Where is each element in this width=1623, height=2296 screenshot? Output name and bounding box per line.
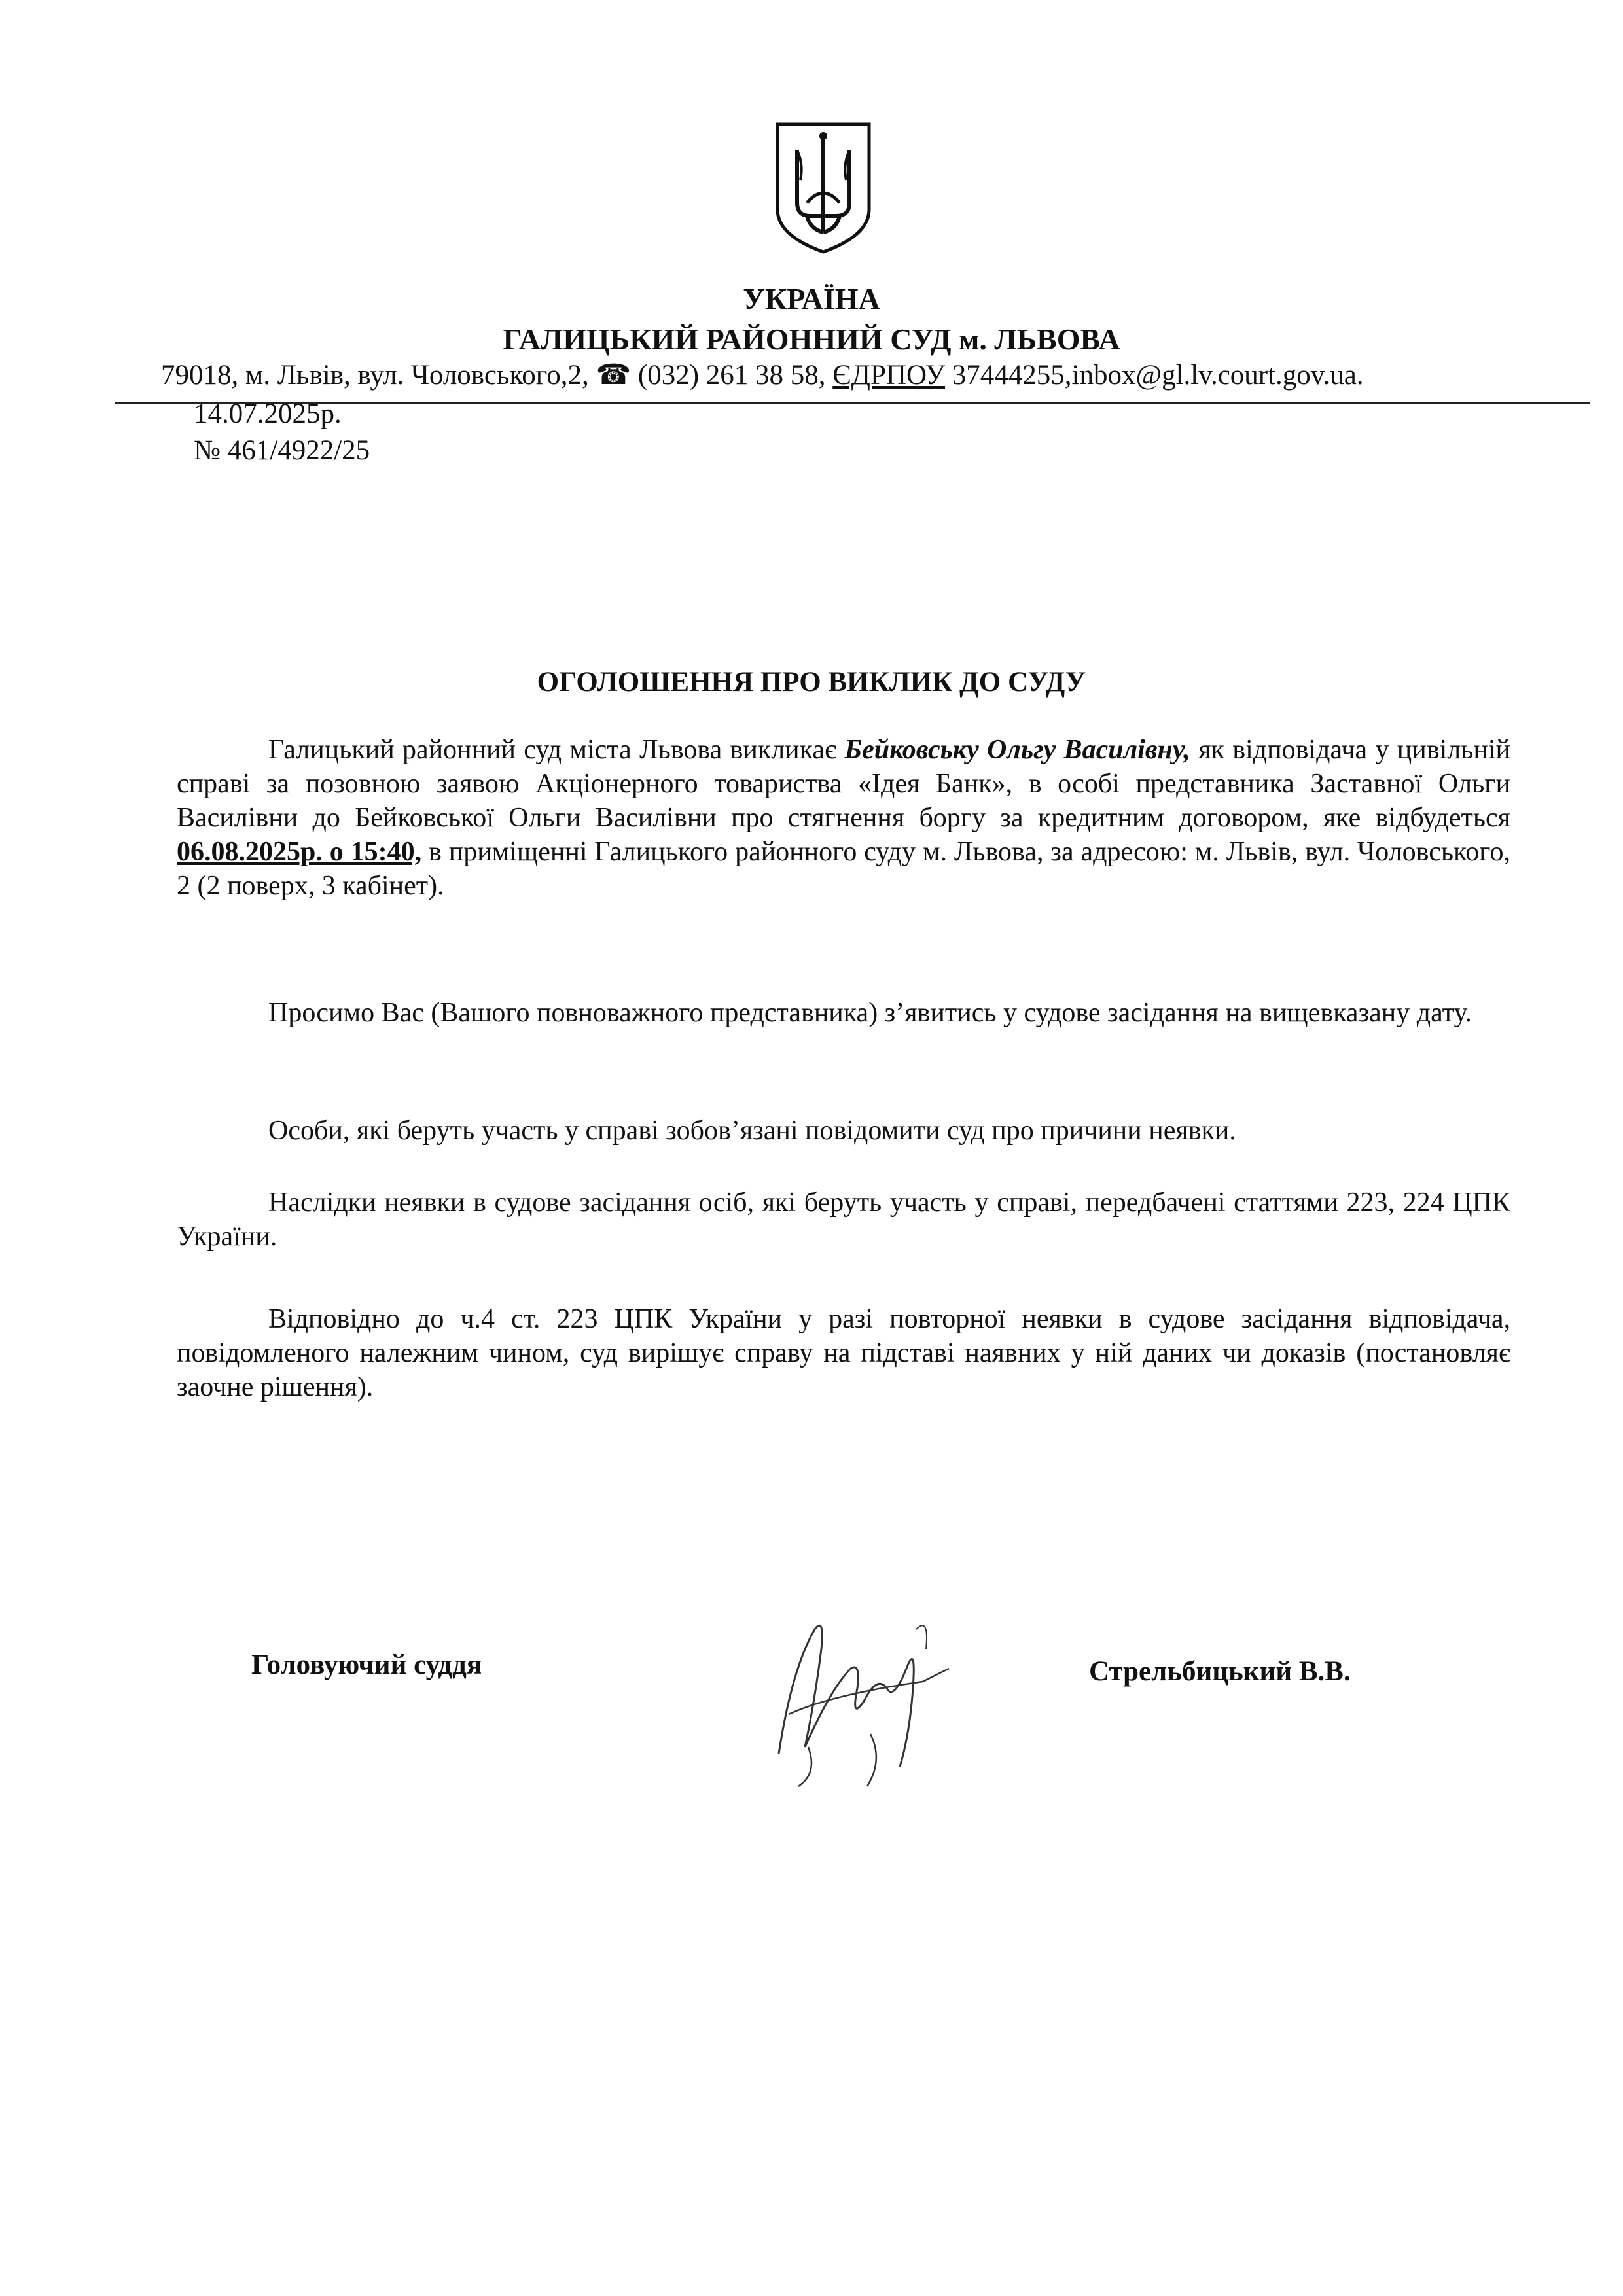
request-text: Просимо Вас (Вашого повноважного представника) з’явитись у судове засідання на вищевказану дату.	[268, 998, 1472, 1028]
paragraph-summons	[177, 733, 1510, 903]
paragraph-obligation	[177, 1114, 1510, 1148]
edrpou-label: ЄДРПОУ	[832, 360, 946, 391]
document-date: 14.07.2025р.	[194, 398, 342, 429]
country-name: УКРАЇНА	[743, 282, 880, 315]
obligation-text: Особи, які беруть участь у справі зобов’язані повідомити суд про причини неявки.	[268, 1116, 1236, 1146]
paragraph-consequences	[177, 1186, 1510, 1254]
coat-of-arms-icon	[771, 118, 876, 255]
legal-basis-text: Відповідно до ч.4 ст. 223 ЦПК України у разі повторної неявки в судове засідання відповідача, повідомленого належним чином, суд вирішує справу на підставі наявних у ній даних чи доказів (постановляє заочне рішення).	[177, 1304, 1510, 1402]
document-number: № 461/4922/25	[194, 435, 370, 466]
summons-case-details: як відповідача у цивільній справі за позовною заявою Акціонерного товариства «Ідея Банк», в особі представника Заставної Ольги Василівни до Бейковської Ольги Василівни про стягнення боргу за кредитним договором, яке відбудеться	[177, 735, 1510, 833]
hearing-datetime: 06.08.2025р. о 15:40,	[177, 837, 422, 867]
telephone-icon: ☎	[596, 360, 632, 391]
court-name: ГАЛИЦЬКИЙ РАЙОННИЙ СУД м. ЛЬВОВА	[503, 323, 1120, 356]
court-address: 79018, м. Львів, вул. Чоловського,2,	[161, 360, 589, 391]
signatory-name: Стрельбицький В.В.	[1089, 1656, 1351, 1687]
document-title: ОГОЛОШЕННЯ ПРО ВИКЛИК ДО СУДУ	[537, 667, 1086, 698]
summons-location: в приміщенні Галицького районного суду м. Львова, за адресою: м. Львів, вул. Чоловського, 2 (2 поверх, 3 кабінет).	[177, 837, 1510, 901]
court-contacts	[161, 359, 1364, 391]
defendant-name: Бейковську Ольгу Василівну,	[844, 735, 1190, 765]
court-phone: (032) 261 38 58,	[637, 360, 826, 391]
paragraph-legal-basis	[177, 1302, 1510, 1404]
handwritten-signature	[753, 1590, 975, 1799]
consequences-text: Наслідки неявки в судове засідання осіб, які беруть участь у справі, передбачені статтями 223, 224 ЦПК України.	[177, 1188, 1510, 1252]
signatory-role: Головуючий суддя	[251, 1650, 482, 1680]
paragraph-request	[177, 996, 1510, 1030]
summons-intro: Галицький районний суд міста Львова викликає	[268, 735, 845, 765]
edrpou-and-email: 37444255,inbox@gl.lv.court.gov.ua.	[952, 360, 1364, 391]
